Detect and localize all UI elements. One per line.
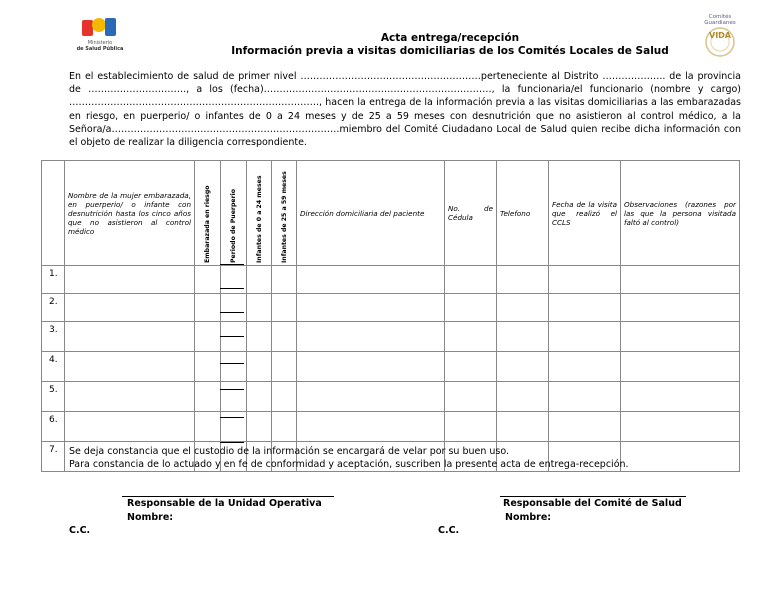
header-infantes-25-59: Infantes de 25 a 59 meses (272, 161, 297, 266)
table-cell (497, 294, 549, 322)
table-header-row (42, 161, 740, 266)
table-cell (65, 382, 195, 412)
table-cell (247, 322, 272, 352)
table-cell (549, 382, 621, 412)
cell-underline (220, 363, 244, 364)
table-cell (247, 294, 272, 322)
row-number: 7. (42, 442, 65, 472)
table-row (42, 352, 740, 382)
table-cell (221, 412, 247, 442)
table-cell (497, 382, 549, 412)
table-cell (221, 266, 247, 294)
header-fecha: Fecha de la visita que realizó el CCLS (549, 161, 621, 266)
table-cell (272, 266, 297, 294)
table-cell (549, 412, 621, 442)
table-cell (621, 412, 740, 442)
table-cell (297, 294, 445, 322)
table-row (42, 322, 740, 352)
table-cell (497, 322, 549, 352)
comites-logo-line2: Guardianes (704, 20, 736, 26)
cell-underline (220, 288, 244, 289)
header-puerperio: Periodo de Puerperio (221, 161, 247, 266)
table-cell (297, 382, 445, 412)
header-telefono: Telefono (497, 161, 549, 266)
table-cell (621, 294, 740, 322)
table-cell (221, 382, 247, 412)
table-cell (621, 322, 740, 352)
cell-underline (220, 312, 244, 313)
table-cell (65, 412, 195, 442)
signature-line-right (500, 496, 686, 497)
cell-underline (220, 336, 244, 337)
table-cell (621, 442, 740, 472)
table-cell (445, 382, 497, 412)
cell-underline (220, 417, 244, 418)
table-cell (221, 294, 247, 322)
comites-logo-line3: VIDA (709, 31, 731, 40)
header-infantes-0-24: Infantes de 0 a 24 meses (247, 161, 272, 266)
table-cell (195, 412, 221, 442)
header-observaciones: Observaciones (razones por las que la persona visitada faltó al control) (621, 161, 740, 266)
header-embarazada: Embarazada en riesgo (195, 161, 221, 266)
table-cell (297, 412, 445, 442)
row-number: 2. (42, 294, 65, 322)
table-row (42, 294, 740, 322)
cell-underline (220, 264, 244, 265)
table-cell (445, 266, 497, 294)
table-cell (65, 266, 195, 294)
document-subtitle: Información previa a visitas domiciliarias de los Comités Locales de Salud (231, 45, 669, 57)
table-cell (65, 352, 195, 382)
table-cell (445, 352, 497, 382)
table-cell (549, 352, 621, 382)
signature-name-left: Nombre: (127, 512, 174, 523)
table-cell (247, 412, 272, 442)
msp-logo-mark-icon (82, 14, 116, 38)
signature-line-left (122, 496, 334, 497)
table-cell (272, 294, 297, 322)
row-number: 5. (42, 382, 65, 412)
row-number: 6. (42, 412, 65, 442)
cell-underline (220, 389, 244, 390)
table-row (42, 412, 740, 442)
ministerio-logo-line1: Ministerio (87, 40, 113, 46)
table-cell (247, 352, 272, 382)
table-cell (445, 294, 497, 322)
header-direccion: Dirección domiciliaria del paciente (297, 161, 445, 266)
table-cell (497, 412, 549, 442)
table-row (42, 382, 740, 412)
table-cell (272, 412, 297, 442)
table-cell (297, 322, 445, 352)
conformity-statement: Para constancia de lo actuado y en fe de conformidad y aceptación, suscriben la presente acta de entrega-recepción. (69, 459, 629, 470)
header-nombre: Nombre de la mujer embarazada, en puerperio/ o infante con desnutrición hasta los cinco años que no asistieron al control médico (65, 161, 195, 266)
document-title: Acta entrega/recepción (380, 32, 520, 44)
signature-id-right: C.C. (438, 525, 460, 536)
header-cedula: No. de Cédula (445, 161, 497, 266)
ministerio-logo (70, 14, 130, 58)
custody-statement: Se deja constancia que el custodio de la información se encargará de velar por su buen uso. (69, 446, 510, 457)
comites-logo-line1: Comités (708, 14, 732, 20)
table-cell (247, 382, 272, 412)
table-row (42, 266, 740, 294)
row-number: 3. (42, 322, 65, 352)
ministerio-logo-line2: de Salud Pública (76, 46, 124, 52)
table-cell (272, 382, 297, 412)
table-cell (445, 412, 497, 442)
table-cell (445, 322, 497, 352)
signature-id-left: C.C. (69, 525, 91, 536)
table-cell (195, 266, 221, 294)
signature-title-right: Responsable del Comité de Salud (503, 498, 682, 509)
table-cell (549, 294, 621, 322)
table-cell (297, 352, 445, 382)
signature-title-left: Responsable de la Unidad Operativa (127, 498, 322, 509)
table-cell (297, 266, 445, 294)
table-cell (497, 352, 549, 382)
table-cell (549, 266, 621, 294)
table-cell (272, 352, 297, 382)
table-cell (195, 352, 221, 382)
table-cell (621, 266, 740, 294)
table-cell (621, 382, 740, 412)
table-cell (195, 382, 221, 412)
header-number (42, 161, 65, 266)
table-cell (195, 294, 221, 322)
row-number: 4. (42, 352, 65, 382)
row-number: 1. (42, 266, 65, 294)
table-cell (272, 322, 297, 352)
table-cell (247, 266, 272, 294)
visits-table (41, 160, 740, 472)
table-cell (497, 266, 549, 294)
table-cell (221, 352, 247, 382)
table-cell (65, 294, 195, 322)
signature-name-right: Nombre: (505, 512, 552, 523)
table-cell (621, 352, 740, 382)
table-cell (195, 322, 221, 352)
cell-underline (220, 442, 244, 443)
table-cell (549, 322, 621, 352)
table-cell (65, 322, 195, 352)
intro-paragraph: En el establecimiento de salud de primer nivel …………………………………………………perteneciente al Distrito ……………….. de la provincia de …………………………., a los (fecha)………………………………………………………………, la funcionaria/el funcionario (nombre y cargo) ……………………………………………………………………., hacen la entrega de la información previa a las visitas domiciliarias a las embarazadas en riesgo, en puerperio/ o infantes de 0 a 24 meses y de 25 a 59 meses con desnutrición que no asistieron al control médico, a la Señora/a………………………………………………………………miembro del Comité Ciudadano Local de Salud quien recibe dicha información con el objeto de realizar la diligencia correspondiente. (69, 71, 741, 149)
